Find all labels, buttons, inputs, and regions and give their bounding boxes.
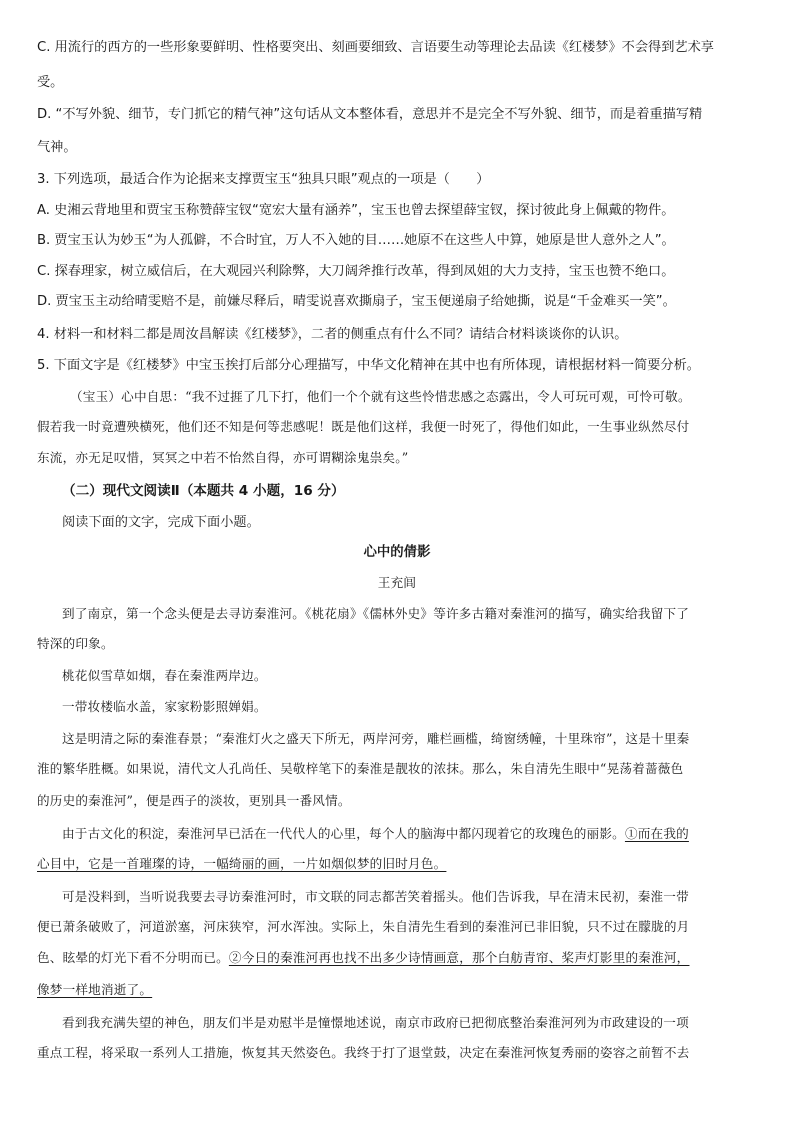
option-c-prev-cont: 受。: [37, 75, 64, 90]
underlined-sentence-2-start: ②今日的秦淮河再也找不出多少诗情画意，那个白舫青帘、桨声灯影里的秦淮河，: [228, 950, 690, 965]
paragraph-1-line-1: 到了南京，第一个念头便是去寻访秦淮河。《桃花扇》《儒林外史》等许多古籍对秦淮河的描写，确实给我留下了: [62, 606, 690, 621]
paragraph-4-text: 色、眩晕的灯光下看不分明而已。: [37, 950, 229, 965]
paragraph-5-line-1: 看到我充满失望的神色，朋友们半是劝慰半是憧憬地述说，南京市政府已把彻底整治秦淮河列为市政建设的一项: [62, 1015, 689, 1030]
question-3-option-c: C. 探春理家，树立威信后，在大观园兴利除弊，大刀阔斧推行改革，得到凤姐的大力支持，宝玉也赞不绝口。: [37, 264, 675, 279]
quote-line-3: 东流，亦无足叹惜，冥冥之中若不怡然自得，亦可谓糊涂鬼祟矣。”: [37, 450, 409, 465]
section-instruction: 阅读下面的文字，完成下面小题。: [62, 515, 260, 530]
question-3-option-d: D. 贾宝玉主动给晴雯赔不是，前嫌尽释后，晴雯说喜欢撕扇子，宝玉便递扇子给她撕，说是“千金难买一笑”。: [37, 294, 676, 309]
paragraph-3-line-1: [62, 824, 689, 844]
underlined-sentence-2-end: 像梦一样地消逝了。: [37, 982, 153, 997]
question-3-option-a: A. 史湘云背地里和贾宝玉称赞薛宝钗“宽宏大量有涵养”，宝玉也曾去探望薛宝钗，探讨彼此身上佩戴的物件。: [37, 203, 675, 218]
paragraph-3-text: 由于古文化的积淀，秦淮河早已活在一代代人的心里，每个人的脑海中都闪现着它的玫瑰色的丽影。: [62, 826, 625, 841]
poem-line-1: 桃花似雪草如烟，春在秦淮两岸边。: [62, 668, 267, 683]
underlined-sentence-1-start: ①而在我的: [624, 826, 689, 841]
option-d-prev: D. “不写外貌、细节，专门抓它的精气神”这句话从文本整体看，意思并不是完全不写外貌、细节，而是着重描写精: [37, 107, 703, 122]
underlined-sentence-1-end: 心目中，它是一首璀璨的诗，一幅绮丽的画，一片如烟似梦的旧时月色。: [37, 856, 447, 871]
question-3-stem: 3. 下列选项，最适合作为论据来支撑贾宝玉“独具只眼”观点的一项是（ ）: [37, 172, 490, 187]
question-4: 4. 材料一和材料二都是周汝昌解读《红楼梦》，二者的侧重点有什么不同？请结合材料谈谈你的认识。: [37, 327, 628, 342]
poem-line-2: 一带妆楼临水盖，家家粉影照婵娟。: [62, 699, 267, 714]
paragraph-4-line-1: 可是没料到，当听说我要去寻访秦淮河时，市文联的同志都苦笑着摇头。他们告诉我，早在清末民初，秦淮一带: [62, 889, 689, 904]
question-3-option-b: B. 贾宝玉认为妙玉“为人孤僻，不合时宜，万人不入她的目……她原不在这些人中算，她原是世人意外之人”。: [37, 233, 675, 248]
option-d-prev-cont: 气神。: [37, 140, 77, 155]
paragraph-2-line-3: 的历史的秦淮河”，便是西子的淡妆，更别具一番风情。: [37, 793, 351, 808]
paragraph-4-line-3: [37, 948, 689, 968]
article-title: 心中的倩影: [363, 544, 431, 560]
section-heading: （二）现代文阅读Ⅱ（本题共 4 小题，16 分）: [62, 483, 345, 499]
paragraph-2-line-1: 这是明清之际的秦淮春景；“秦淮灯火之盛天下所无，两岸河旁，雕栏画槛，绮窗绣幢，十里珠帘”，这是十里秦: [62, 731, 690, 746]
paragraph-5-line-2: 重点工程，将采取一系列人工措施，恢复其天然姿色。我终于打了退堂鼓，决定在秦淮河恢复秀丽的姿容之前暂不去: [37, 1045, 690, 1060]
paragraph-2-line-2: 淮的繁华胜概。如果说，清代文人孔尚任、吴敬梓笔下的秦淮是靓妆的浓抹。那么，朱自清先生眼中“晃荡着蔷薇色: [37, 761, 684, 776]
paragraph-4-line-2: 便已萧条破败了，河道淤塞，河床狭窄，河水浑浊。实际上，朱自清先生看到的秦淮河已非旧貌，只不过在朦胧的月: [37, 919, 690, 934]
article-author: 王充闾: [377, 575, 417, 590]
quote-line-2: 假若我一时竟遭殃横死，他们还不知是何等悲感呢！既是他们这样，我便一时死了，得他们如此，一生事业纵然尽付: [37, 419, 690, 434]
question-5: 5. 下面文字是《红楼梦》中宝玉挨打后部分心理描写，中华文化精神在其中也有所体现，请根据材料一简要分析。: [37, 358, 700, 373]
paragraph-1-line-2: 特深的印象。: [37, 636, 114, 651]
option-c-prev: C. 用流行的西方的一些形象要鲜明、性格要突出、刻画要细致、言语要生动等理论去品读《红楼梦》不会得到艺术享: [37, 40, 714, 55]
quote-line-1: （宝玉）心中自思：“我不过捱了几下打，他们一个个就有这些怜惜悲感之态露出，令人可玩可观，可怜可敬。: [70, 389, 691, 404]
